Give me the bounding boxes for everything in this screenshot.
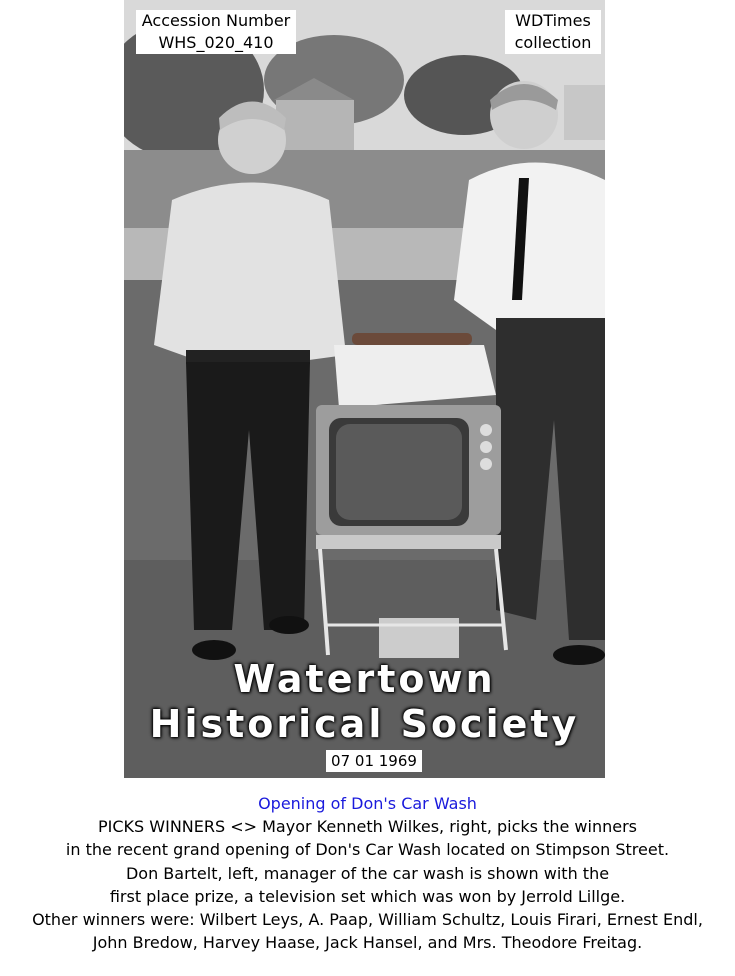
collection-title: WDTimes bbox=[515, 11, 591, 30]
watermark-line-2: Historical Society bbox=[149, 702, 580, 746]
caption-line: first place prize, a television set which was won by Jerrold Lillge. bbox=[109, 886, 626, 906]
left-man-shoe-2 bbox=[269, 616, 309, 634]
tv-knob-1 bbox=[480, 424, 492, 436]
caption bbox=[0, 792, 735, 954]
caption-line: Other winners were: Wilbert Leys, A. Paap, William Schultz, Louis Firari, Ernest Endl, bbox=[32, 910, 703, 930]
rolling-pin bbox=[352, 333, 472, 345]
caption-line: in the recent grand opening of Don's Car Wash located on Stimpson Street. bbox=[65, 840, 670, 860]
caption-line: John Bredow, Harvey Haase, Jack Hansel, and Mrs. Theodore Freitag. bbox=[92, 933, 643, 953]
caption-title: Opening of Don's Car Wash bbox=[258, 794, 477, 813]
tv-knob-2 bbox=[480, 441, 492, 453]
tv-stand-top bbox=[316, 535, 501, 549]
accession-number-label bbox=[136, 10, 296, 54]
watermark-line-1: Watertown bbox=[233, 657, 496, 701]
accession-title: Accession Number bbox=[141, 11, 291, 30]
left-man-belt bbox=[186, 350, 310, 364]
television-screen bbox=[336, 424, 462, 520]
left-man-shirt bbox=[154, 183, 346, 361]
right-man-shirt bbox=[454, 163, 605, 331]
building-right bbox=[564, 85, 605, 140]
collection-label bbox=[505, 10, 601, 54]
caption-line: Don Bartelt, left, manager of the car wash is shown with the bbox=[125, 863, 610, 883]
house bbox=[276, 100, 354, 150]
photo-date: 07 01 1969 bbox=[326, 750, 422, 772]
accession-value: WHS_020_410 bbox=[158, 33, 274, 52]
collection-subtitle: collection bbox=[514, 33, 592, 52]
caption-line: PICKS WINNERS <> Mayor Kenneth Wilkes, right, picks the winners bbox=[98, 817, 637, 837]
tv-knob-3 bbox=[480, 458, 492, 470]
